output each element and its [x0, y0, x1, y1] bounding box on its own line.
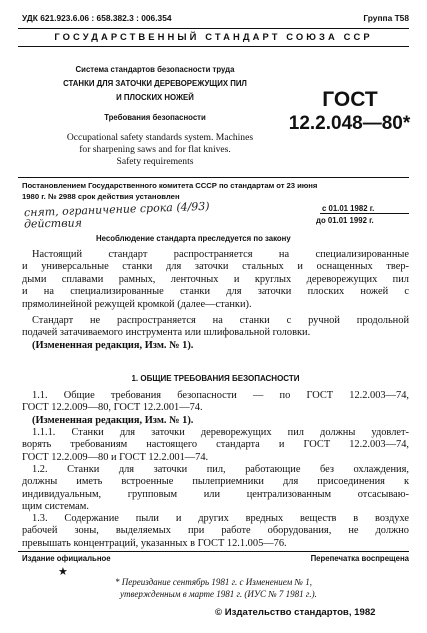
english-title-1: Occupational safety standards system. Machines	[66, 132, 254, 143]
reissue-note-2: утвержденным в марте 1981 г. (ИУС № 7 1981 г.).	[120, 589, 317, 599]
standard-banner: ГОСУДАРСТВЕННЫЙ СТАНДАРТ СОЮЗА ССР	[54, 31, 373, 42]
paragraph-line: 1.1.1. Станки для заточки дереворежущих пил должны удовлет-	[32, 427, 409, 438]
enforcement-note: Несоблюдение стандарта преследуется по закону	[96, 234, 291, 243]
system-line: Система стандартов безопасности труда	[75, 65, 235, 74]
amendment-note: (Измененная редакция, Изм. № 1).	[32, 414, 194, 426]
paragraph-line: щим системам.	[22, 501, 89, 513]
handwritten-note-1: снят, ограничение срока (4/93)	[23, 199, 210, 220]
gost-label: ГОСТ	[322, 88, 378, 111]
paragraph-1-3	[22, 513, 409, 550]
banner-rule-top	[18, 28, 409, 29]
banner-rule-bottom	[18, 46, 409, 47]
intro-line: Настоящий стандарт распространяется на специализированные	[32, 249, 409, 260]
scope-line: Стандарт не распространяется на станки с ручной продольной	[32, 315, 409, 326]
english-title-3: Safety requirements	[116, 156, 194, 167]
decree-line-1: Постановлением Государственного комитета СССР по стандартам от 23 июня	[22, 181, 318, 190]
official-edition: Издание официальное	[22, 554, 111, 563]
date-to: до 01.01 1992 г.	[316, 216, 374, 225]
intro-line: прямолинейной режущей кромкой (далее—станки).	[22, 298, 252, 310]
intro-line: дыми сплавами рамных, ленточных и круглых дереворежущих пил	[22, 273, 409, 285]
paragraph-line: 1.2. Станки для заточки пил, работающие без охлаждения,	[32, 464, 409, 475]
paragraph-1-1	[22, 390, 409, 427]
intro-line: и на специализированные станки для заточки плоских ножей с	[22, 286, 409, 298]
paragraph-line: должны иметь встроенные пылеприемники для присоединения к	[22, 476, 409, 488]
footer-rule	[18, 551, 409, 552]
date-from: с 01.01 1982 г.	[322, 204, 375, 213]
handwritten-note-2: действия	[23, 216, 83, 231]
reprint-prohibited: Перепечатка воспрещена	[310, 554, 409, 563]
title-line-2: И ПЛОСКИХ НОЖЕЙ	[116, 93, 194, 102]
intro-line: и универсальные станки для заточки стальных и оснащенных твер-	[22, 261, 409, 273]
paragraph-line: ГОСТ 12.2.009—80, ГОСТ 12.2.001—74.	[22, 402, 203, 414]
english-title-2: for sharpening saws and for flat knives.	[79, 144, 231, 155]
section-heading: 1. ОБЩИЕ ТРЕБОВАНИЯ БЕЗОПАСНОСТИ	[131, 374, 300, 383]
amendment-note: (Измененная редакция, Изм. № 1).	[32, 339, 194, 351]
paragraph-line: ворять требованиям настоящего стандарта и ГОСТ 12.2.003—74,	[22, 439, 409, 451]
reissue-note-1: * Переиздание сентябрь 1981 г. с Изменением № 1,	[115, 577, 312, 587]
intro-paragraph	[22, 249, 409, 311]
subtitle: Требования безопасности	[104, 113, 206, 122]
title-rule	[18, 177, 409, 178]
decree-line-2: 1980 г. № 2988 срок действия установлен	[22, 192, 180, 201]
paragraph-line: рабочей зоны, выделяемых при работе оборудования, не должно	[22, 525, 409, 537]
paragraph-line: 1.1. Общие требования безопасности — по ГОСТ 12.2.003—74,	[32, 390, 409, 401]
paragraph-line: индивидуальным, групповым или централизованным отсасываю-	[22, 488, 409, 500]
paragraph-line: ГОСТ 12.2.009—80 и ГОСТ 12.2.001—74.	[22, 451, 209, 463]
udk-code: УДК 621.923.6.06 : 658.382.3 : 006.354	[22, 13, 172, 23]
paragraph-1-2	[22, 464, 409, 514]
gost-number: 12.2.048—80*	[288, 113, 411, 134]
date-rule	[320, 213, 409, 214]
paragraph-line: 1.3. Содержание пыли и других вредных веществ в воздухе	[32, 513, 409, 524]
paragraph-1-1-1	[22, 427, 409, 464]
paragraph-line: превышать концентраций, указанных в ГОСТ 12.1.005—76.	[22, 537, 287, 549]
group-code: Группа Т58	[363, 13, 409, 23]
scope-paragraph	[22, 315, 409, 352]
title-line-1: СТАНКИ ДЛЯ ЗАТОЧКИ ДЕРЕВОРЕЖУЩИХ ПИЛ	[63, 79, 247, 88]
scope-line: подачей затачиваемого инструмента или шлифовальной головки.	[22, 327, 311, 339]
copyright: © Издательство стандартов, 1982	[215, 607, 376, 618]
star-icon: ★	[58, 566, 68, 578]
